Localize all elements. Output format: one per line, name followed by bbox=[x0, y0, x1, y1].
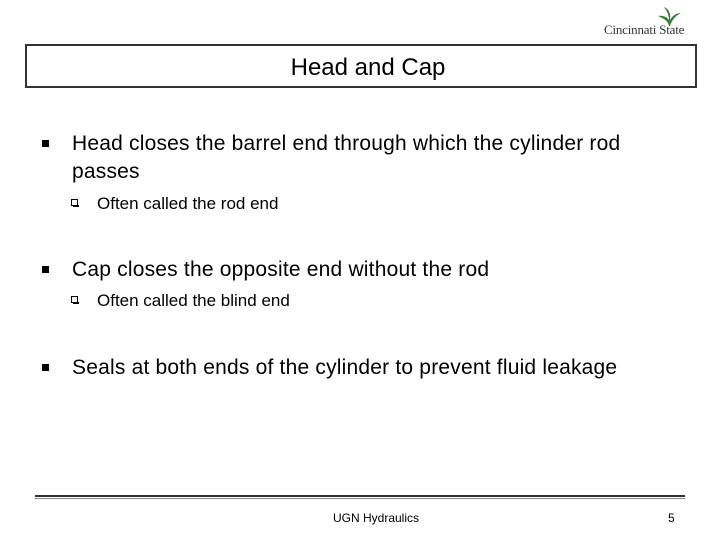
footer-rule bbox=[35, 495, 685, 497]
footer-text: UGN Hydraulics bbox=[332, 511, 419, 525]
sub-bullet-text: Often called the blind end bbox=[97, 291, 290, 310]
bullet-item bbox=[72, 130, 692, 186]
slide-title: Head and Cap bbox=[290, 54, 446, 81]
sub-bullet-item bbox=[97, 193, 657, 215]
logo-wordmark: Cincinnati State bbox=[604, 22, 685, 37]
bullet-text: Head closes the barrel end through which the cylinder rod passes bbox=[72, 132, 621, 183]
sub-bullet-text: Often called the rod end bbox=[97, 194, 279, 213]
hollow-square-bullet-icon bbox=[71, 199, 78, 206]
footer-rule-thin bbox=[35, 498, 685, 499]
bullet-item bbox=[72, 354, 692, 382]
bullet-item bbox=[72, 256, 692, 284]
bullet-text: Cap closes the opposite end without the rod bbox=[72, 258, 490, 281]
square-bullet-icon bbox=[42, 266, 49, 273]
square-bullet-icon bbox=[42, 364, 49, 371]
page-number: 5 bbox=[668, 511, 675, 525]
sub-bullet-item bbox=[97, 290, 657, 312]
hollow-square-bullet-icon bbox=[71, 296, 78, 303]
bullet-text: Seals at both ends of the cylinder to prevent fluid leakage bbox=[72, 356, 618, 379]
square-bullet-icon bbox=[42, 140, 49, 147]
